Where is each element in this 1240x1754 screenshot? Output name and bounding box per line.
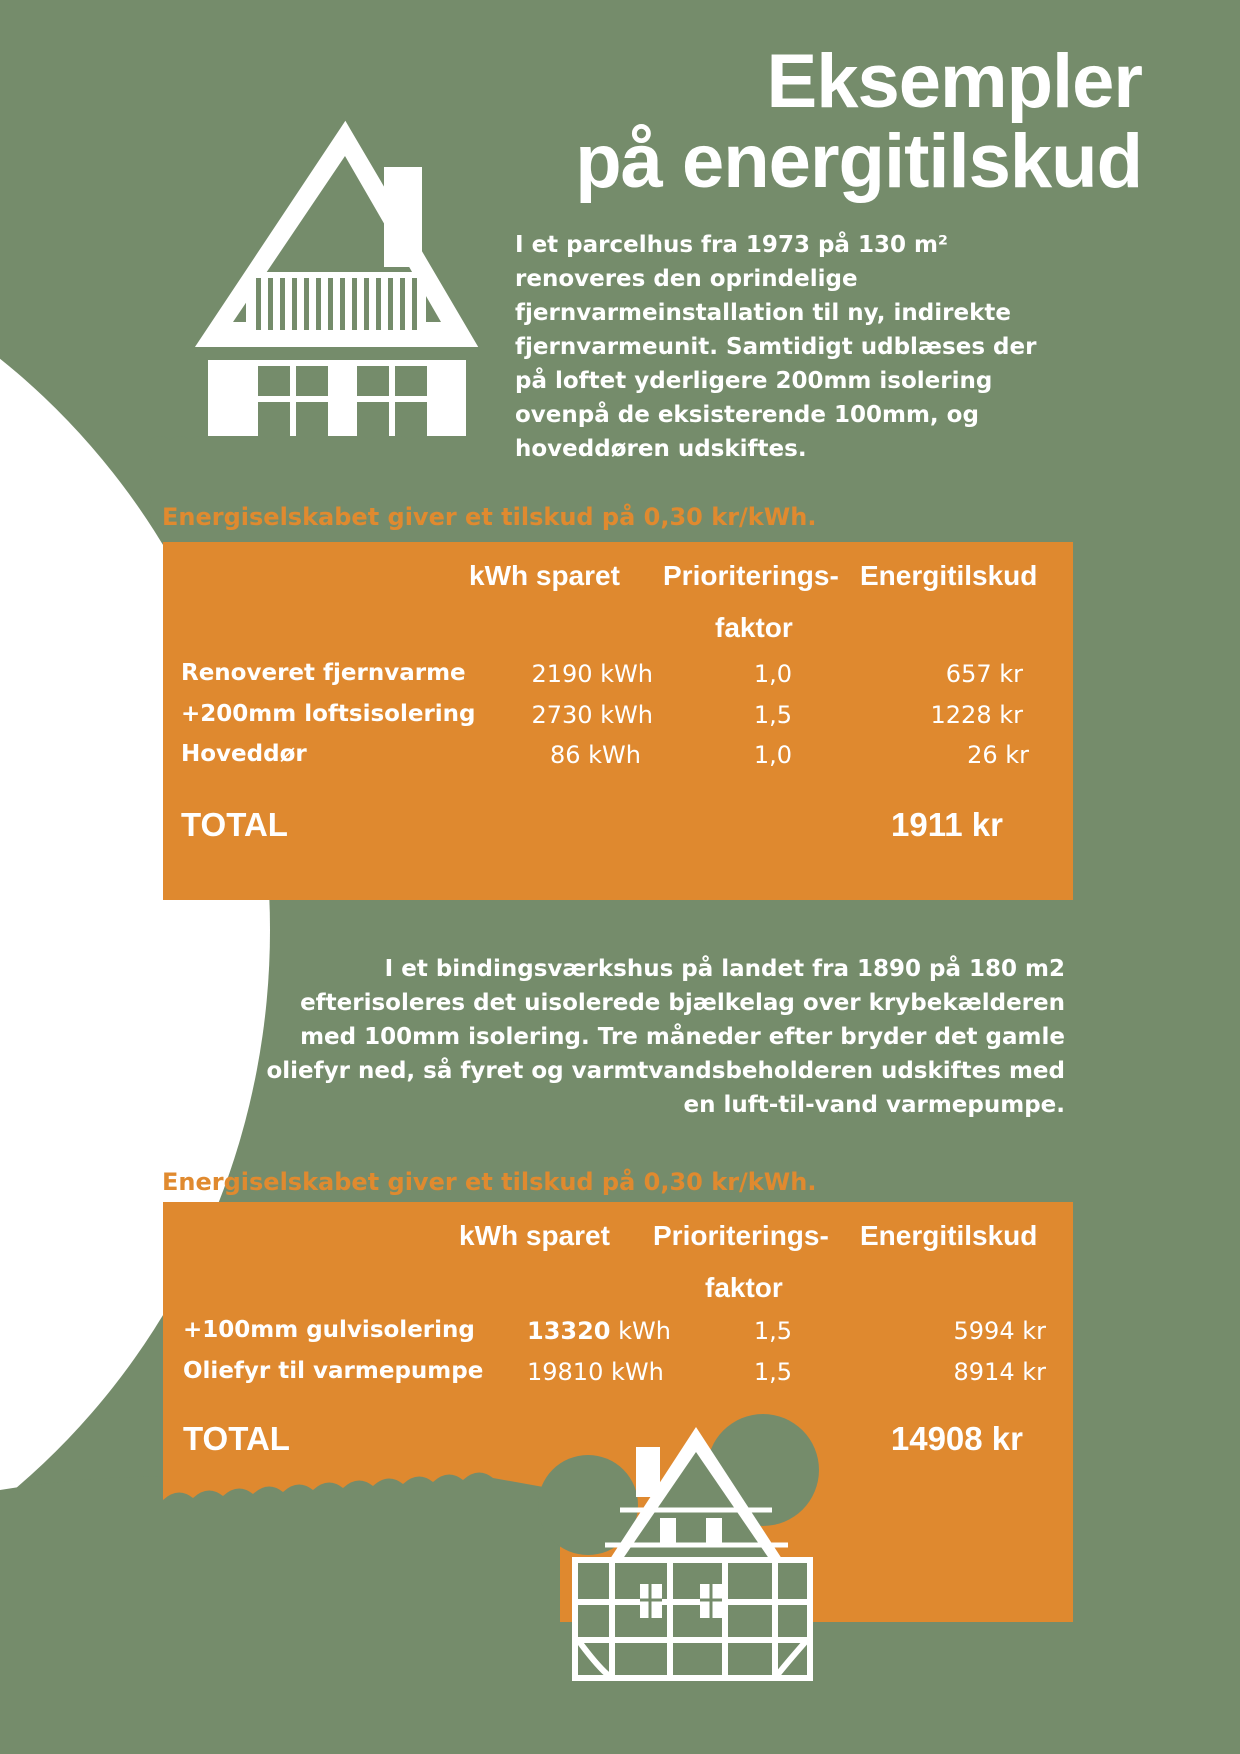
total-value: 1911 kr	[891, 806, 1003, 843]
header-factor-line2: faktor	[715, 612, 793, 643]
row-kwh: 86 kWh	[549, 741, 641, 769]
title-line-1: Eksempler	[766, 39, 1142, 124]
header-subsidy: Energitilskud	[860, 1220, 1038, 1251]
row-amount: 8914 kr	[953, 1358, 1046, 1386]
title-line-2: på energitilskud	[575, 119, 1142, 204]
row-label: +200mm loftsisolering	[181, 701, 476, 727]
row-factor: 1,0	[753, 741, 793, 769]
row-amount: 1228 kr	[930, 701, 1023, 729]
example1-subsidy-note: Energiselskabet giver et tilskud på 0,30 kr/kWh.	[162, 503, 817, 531]
row-kwh-number: 19810	[527, 1358, 604, 1386]
hill-base	[163, 1622, 563, 1754]
row-kwh-number: 13320	[527, 1317, 611, 1345]
row-amount: 26 kr	[967, 741, 1029, 769]
row-amount: 657 kr	[945, 660, 1023, 688]
row-factor: 1,5	[753, 701, 793, 729]
total-value: 14908 kr	[890, 1420, 1023, 1457]
row-factor: 1,0	[753, 660, 793, 688]
row-kwh-unit: kWh	[603, 1358, 664, 1386]
row-factor: 1,5	[753, 1317, 793, 1345]
header-kwh-saved: kWh sparet	[469, 560, 620, 591]
row-factor: 1,5	[753, 1358, 793, 1386]
row-label: Oliefyr til varmepumpe	[183, 1358, 484, 1384]
example2-intro: I et bindingsværkshus på landet fra 1890 på 180 m2 efterisoleres det uisolerede bjælkelag over krybekælderen med 100mm isolering. Tre måneder efter bryder det gamle oliefyr ned, så fyret og varmtvandsbeholderen udskiftes med en luft-til-vand varmepumpe.	[266, 956, 1065, 1118]
row-kwh-unit: kWh	[610, 1317, 671, 1345]
row-amount: 5994 kr	[953, 1317, 1046, 1345]
row-label: +100mm gulvisolering	[183, 1317, 475, 1343]
total-label: TOTAL	[181, 806, 288, 843]
header-factor-line2: faktor	[705, 1272, 783, 1303]
total-label: TOTAL	[183, 1420, 290, 1457]
row-label: Hoveddør	[181, 741, 307, 767]
header-kwh-saved: kWh sparet	[459, 1220, 610, 1251]
header-factor-line1: Prioriterings-	[653, 1220, 829, 1251]
example2-subsidy-note: Energiselskabet giver et tilskud på 0,30 kr/kWh.	[162, 1168, 817, 1196]
row-label: Renoveret fjernvarme	[181, 660, 466, 686]
header-factor-line1: Prioriterings-	[663, 560, 839, 591]
example1-intro: I et parcelhus fra 1973 på 130 m² renoveres den oprindelige fjernvarmeinstallation til ny, indirekte fjernvarmeunit. Samtidigt udblæses der på loftet yderligere 200mm isolering ovenpå de eksisterende 100mm, og hoveddøren udskiftes.	[515, 232, 1037, 462]
row-kwh: 2190 kWh	[531, 660, 653, 688]
header-subsidy: Energitilskud	[860, 560, 1038, 591]
row-kwh: 2730 kWh	[531, 701, 653, 729]
